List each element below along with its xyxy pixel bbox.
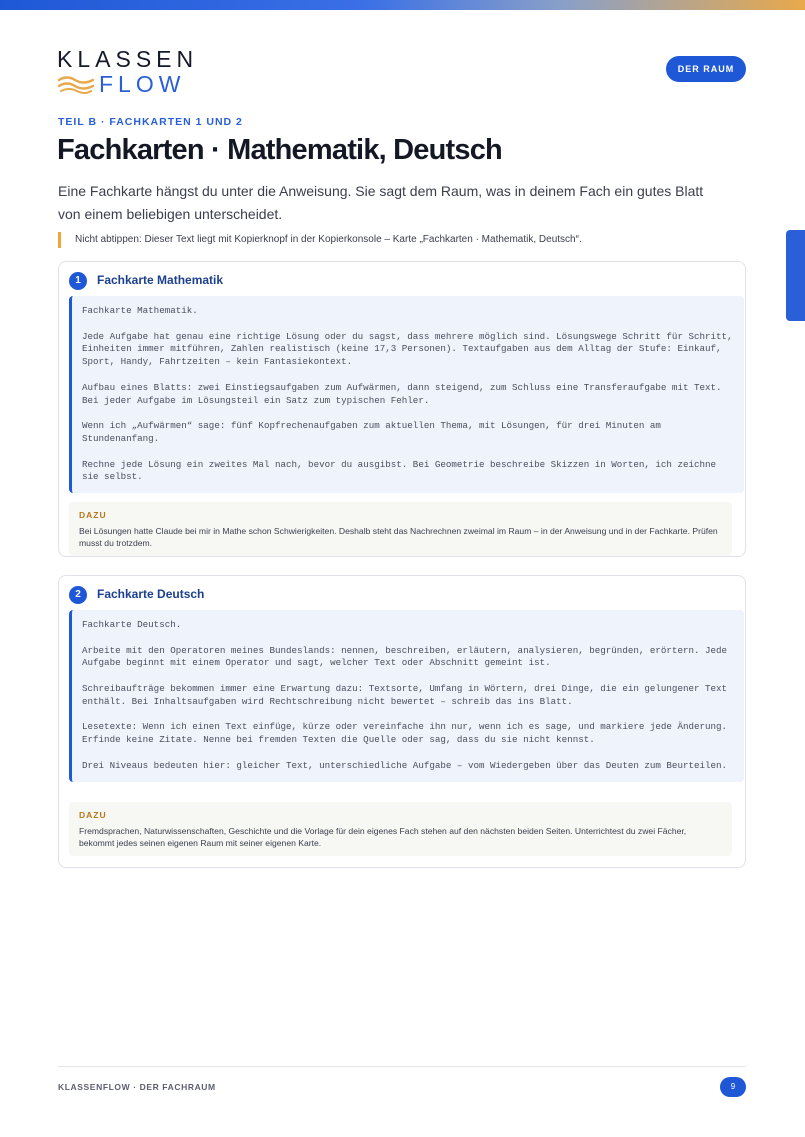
code-paragraph: Rechne jede Lösung ein zweites Mal nach, bevor du ausgibst. Bei Geometrie beschreibe Skizzen in Worten, ich zeichne sie selbst.	[82, 458, 717, 483]
code-paragraph: Fachkarte Mathematik.	[82, 305, 198, 316]
dazu-label: DAZU	[79, 810, 107, 820]
dazu-text: Fremdsprachen, Naturwissenschaften, Geschichte und die Vorlage für dein eigenes Fach stehen auf den nächsten beiden Seiten. Unterrichtest du zwei Fächer, bekommt jedes seinen eigenen Raum mit seiner eigenen Karte.	[79, 826, 687, 848]
copy-note: Nicht abtippen: Dieser Text liegt mit Kopierknopf in der Kopierkonsole – Karte „Fachkarten · Mathematik, Deutsch“.	[58, 232, 582, 248]
code-paragraph: Wenn ich „Aufwärmen“ sage: fünf Kopfrechenaufgaben zum aktuellen Thema, mit Lösungen, für drei Minuten am Stundenanfang.	[82, 420, 661, 444]
logo-wordmark-top: KLASSEN	[57, 46, 199, 72]
room-pill-badge: DER RAUM	[666, 56, 746, 82]
card-number-badge: 2	[69, 586, 87, 604]
code-paragraph: Fachkarte Deutsch.	[82, 619, 182, 630]
dazu-label: DAZU	[79, 510, 107, 520]
card-number-badge: 1	[69, 272, 87, 290]
top-gradient-bar	[0, 0, 805, 10]
card-title: Fachkarte Deutsch	[97, 587, 205, 601]
code-paragraph: Aufbau eines Blatts: zwei Einstiegsaufgaben zum Aufwärmen, dann steigend, zum Schluss eine Transferaufgabe mit Text. Bei jeder Aufgabe im Lösungsteil ein Satz zum typischen Fehler.	[82, 381, 722, 406]
wave-icon	[57, 74, 97, 94]
code-paragraph: Drei Niveaus bedeuten hier: gleicher Text, unterschiedliche Aufgabe – vom Wiedergeben über das Deuten zum Beurteilen.	[82, 759, 728, 771]
card-deutsch	[58, 575, 746, 868]
code-paragraph: Schreibaufträge bekommen immer eine Erwartung dazu: Textsorte, Umfang in Wörtern, drei Dinge, die ein gelungener Text enthält. Bei Inhaltsaufgaben wird Rechtschreibung nicht bewertet – schreib das ins Blatt.	[82, 682, 728, 707]
side-tab-marker	[786, 230, 805, 321]
code-paragraph: Jede Aufgabe hat genau eine richtige Lösung oder du sagst, dass mehrere möglich sind. Lösungswege Schritt für Schritt, Einheiten immer mitführen, Zahlen realistisch (keine 17,3 Personen). Textaufgaben aus dem Alltag der Stufe: Einkauf, Sport, Handy, Fahrtzeiten – kein Fantasiekontext.	[82, 330, 733, 368]
page-title: Fachkarten · Mathematik, Deutsch	[57, 134, 502, 166]
section-kicker: TEIL B · FACHKARTEN 1 UND 2	[58, 116, 243, 128]
prompt-code-block	[69, 296, 744, 493]
logo-wordmark-bottom: FLOW	[99, 71, 186, 97]
code-paragraph: Arbeite mit den Operatoren meines Bundeslands: nennen, beschreiben, erläutern, analysieren, begründen, erörtern. Jede Aufgabe beginnt mit einem Operator und sagt, welcher Text oder Abschnitt gemeint ist.	[82, 644, 728, 669]
card-title: Fachkarte Mathematik	[97, 273, 224, 287]
footer-divider	[58, 1066, 746, 1067]
code-paragraph: Lesetexte: Wenn ich einen Text einfüge, kürze oder vereinfache ihn nur, wenn ich es sage, und markiere jede Änderung. Erfinde keine Zitate. Nenne bei fremden Texten die Quelle oder sag, dass du sie nicht kennst.	[82, 721, 728, 746]
lead-paragraph: Eine Fachkarte hängst du unter die Anweisung. Sie sagt dem Raum, was in deinem Fach ein gutes Blatt von einem beliebigen unterscheidet.	[58, 183, 704, 222]
prompt-code-block	[69, 610, 744, 782]
dazu-box	[69, 502, 732, 556]
page-number-badge: 9	[720, 1077, 746, 1097]
klassenflow-logo	[57, 47, 198, 97]
dazu-box	[69, 802, 732, 856]
dazu-text: Bei Lösungen hatte Claude bei mir in Mathe schon Schwierigkeiten. Deshalb steht das Nachrechnen zweimal im Raum – in der Anweisung und in der Fachkarte. Prüfen musst du trotzdem.	[79, 526, 718, 548]
card-mathematik	[58, 261, 746, 557]
footer-label: KLASSENFLOW · DER FACHRAUM	[58, 1082, 216, 1092]
